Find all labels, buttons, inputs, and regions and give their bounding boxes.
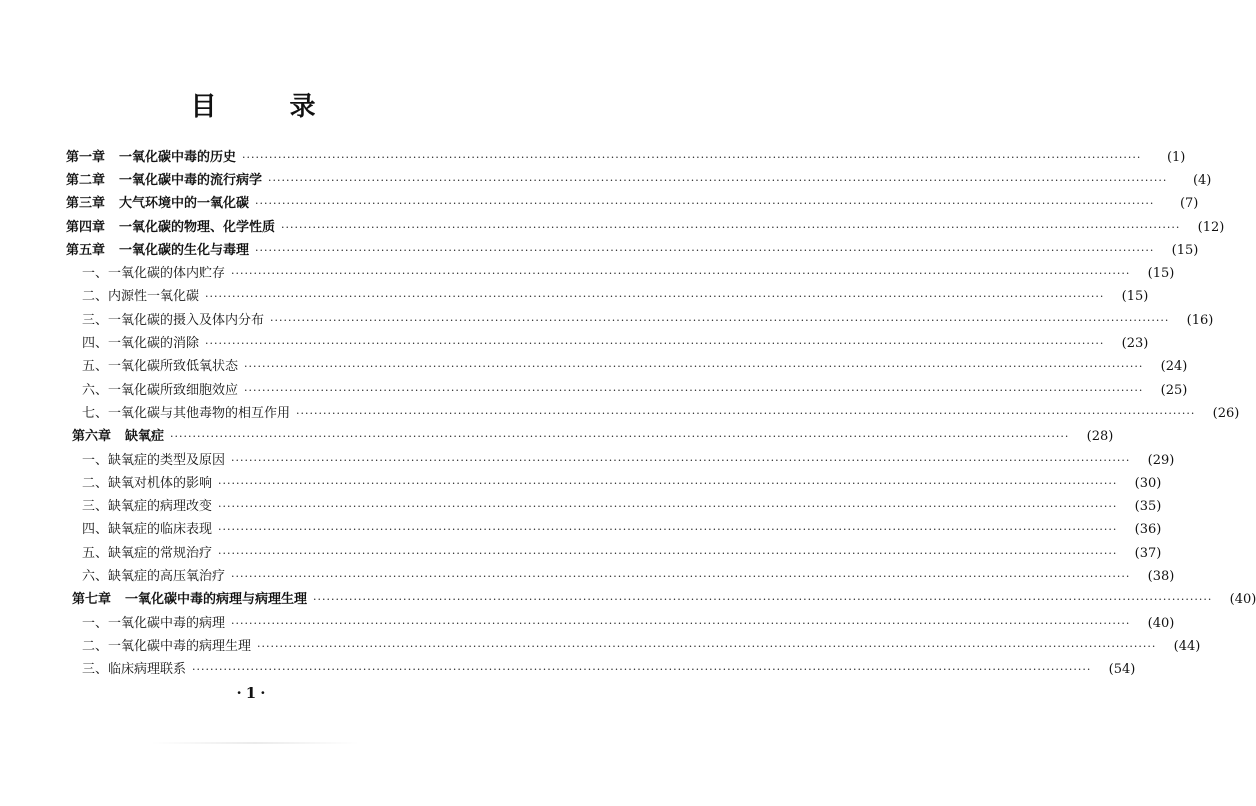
toc-entry-title: 缺氧对机体的影响 — [108, 475, 213, 491]
toc-section-entry[interactable] — [0, 495, 1162, 518]
toc-entry-title: 一氧化碳与其他毒物的相互作用 — [108, 405, 291, 421]
toc-entry-page: (7) — [1179, 196, 1199, 212]
toc-chapter-entry[interactable] — [0, 169, 1212, 192]
toc-dot-leader: ········································································································································································································ — [231, 569, 1131, 583]
toc-chapter-entry[interactable] — [0, 426, 1114, 449]
toc-dot-leader: ········································································································································································································ — [231, 616, 1131, 630]
toc-section-entry[interactable] — [0, 635, 1201, 658]
toc-entry-page: (38) — [1147, 568, 1175, 584]
toc-entry-number: 四、 — [82, 336, 109, 352]
toc-entry-number: 第三章 — [66, 196, 106, 212]
toc-dot-leader: ········································································································································································································ — [296, 406, 1196, 420]
toc-chapter-entry[interactable] — [0, 193, 1199, 216]
toc-entry-page: (40) — [1147, 615, 1175, 631]
toc-entry-page: (37) — [1134, 545, 1162, 561]
toc-entry-page: (30) — [1134, 475, 1162, 491]
toc-entry-title: 一氧化碳的摄入及体内分布 — [108, 312, 265, 328]
toc-section-entry[interactable] — [0, 356, 1188, 379]
toc-entry-title: 大气环境中的一氧化碳 — [119, 196, 250, 212]
toc-dot-leader: ········································································································································································································ — [255, 197, 1155, 211]
scan-smudge — [150, 742, 360, 744]
toc-section-entry[interactable] — [0, 519, 1162, 542]
toc-chapter-entry[interactable] — [0, 146, 1186, 169]
toc-entry-title: 一氧化碳的体内贮存 — [108, 266, 226, 282]
toc-entry-page: (1) — [1166, 149, 1186, 165]
toc-entry-title: 缺氧症的病理改变 — [108, 499, 213, 515]
toc-entry-title: 缺氧症 — [125, 429, 165, 445]
toc-entry-title: 缺氧症的常规治疗 — [108, 545, 213, 561]
toc-section-entry[interactable] — [0, 379, 1188, 402]
toc-entry-title: 一氧化碳的生化与毒理 — [119, 242, 250, 258]
toc-dot-leader: ········································································································································································································ — [255, 243, 1155, 257]
toc-entry-number: 第一章 — [66, 149, 106, 165]
toc-entry-number: 六、 — [82, 382, 109, 398]
toc-entry-page: (16) — [1186, 312, 1214, 328]
toc-entry-title: 缺氧症的临床表现 — [108, 522, 213, 538]
toc-entry-page: (36) — [1134, 522, 1162, 538]
toc-entry-title: 临床病理联系 — [108, 662, 187, 678]
toc-entry-title: 一氧化碳所致低氧状态 — [108, 359, 239, 375]
toc-entry-page: (15) — [1121, 289, 1149, 305]
toc-dot-leader: ········································································································································································································ — [257, 639, 1157, 653]
toc-entry-number: 第二章 — [66, 172, 106, 188]
toc-section-entry[interactable] — [0, 286, 1149, 309]
toc-section-entry[interactable] — [0, 659, 1136, 682]
toc-entry-number: 六、 — [82, 568, 109, 584]
toc-entry-title: 一氧化碳的消除 — [108, 336, 200, 352]
toc-entry-page: (54) — [1108, 662, 1136, 678]
toc-dot-leader: ········································································································································································································ — [313, 593, 1213, 607]
toc-entry-number: 第四章 — [66, 219, 106, 235]
toc-entry-title: 一氧化碳的物理、化学性质 — [119, 219, 276, 235]
toc-dot-leader: ········································································································································································································ — [218, 500, 1118, 514]
toc-section-entry[interactable] — [0, 565, 1175, 588]
toc-entry-title: 一氧化碳所致细胞效应 — [108, 382, 239, 398]
toc-entry-number: 第五章 — [66, 242, 106, 258]
toc-entry-number: 三、 — [82, 312, 109, 328]
toc-entry-number: 二、 — [82, 289, 109, 305]
toc-section-entry[interactable] — [0, 472, 1162, 495]
toc-entry-number: 四、 — [82, 522, 109, 538]
toc-entry-number: 三、 — [82, 499, 109, 515]
toc-entry-number: 一、 — [82, 452, 109, 468]
toc-entry-number: 第七章 — [72, 592, 112, 608]
toc-chapter-entry[interactable] — [0, 239, 1199, 262]
toc-entry-page: (44) — [1173, 638, 1201, 654]
toc-section-entry[interactable] — [0, 332, 1149, 355]
toc-entry-number: 三、 — [82, 662, 109, 678]
toc-entry-title: 缺氧症的类型及原因 — [108, 452, 226, 468]
toc-section-entry[interactable] — [0, 309, 1214, 332]
toc-entry-page: (12) — [1197, 219, 1225, 235]
toc-entry-page: (25) — [1160, 382, 1188, 398]
toc-dot-leader: ········································································································································································································ — [244, 383, 1144, 397]
toc-dot-leader: ········································································································································································································ — [205, 337, 1105, 351]
toc-entry-title: 一氧化碳中毒的病理 — [108, 615, 226, 631]
toc-entry-title: 内源性一氧化碳 — [108, 289, 200, 305]
toc-dot-leader: ········································································································································································································ — [218, 476, 1118, 490]
toc-dot-leader: ········································································································································································································ — [281, 220, 1181, 234]
toc-entry-number: 第六章 — [72, 429, 112, 445]
toc-dot-leader: ········································································································································································································ — [170, 430, 1070, 444]
toc-entry-number: 一、 — [82, 266, 109, 282]
toc-section-entry[interactable] — [0, 542, 1162, 565]
toc-entry-page: (24) — [1160, 359, 1188, 375]
toc-entry-number: 七、 — [82, 405, 109, 421]
toc-section-entry[interactable] — [0, 262, 1175, 285]
toc-section-entry[interactable] — [0, 449, 1175, 472]
toc-dot-leader: ········································································································································································································ — [218, 546, 1118, 560]
toc-entry-page: (4) — [1192, 172, 1212, 188]
toc-entry-number: 一、 — [82, 615, 109, 631]
toc-entry-page: (15) — [1171, 242, 1199, 258]
toc-dot-leader: ········································································································································································································ — [218, 523, 1118, 537]
page-number: ·1· — [236, 684, 270, 702]
toc-dot-leader: ········································································································································································································ — [270, 313, 1170, 327]
toc-chapter-entry[interactable] — [0, 589, 1256, 612]
toc-entry-number: 五、 — [82, 359, 109, 375]
toc-dot-leader: ········································································································································································································ — [231, 267, 1131, 281]
toc-dot-leader: ········································································································································································································ — [268, 173, 1168, 187]
toc-entry-page: (15) — [1147, 266, 1175, 282]
toc-entry-page: (40) — [1229, 592, 1256, 608]
toc-entry-number: 二、 — [82, 638, 109, 654]
toc-dot-leader: ········································································································································································································ — [242, 150, 1142, 164]
toc-chapter-entry[interactable] — [0, 216, 1225, 239]
toc-dot-leader: ········································································································································································································ — [244, 360, 1144, 374]
toc-dot-leader: ········································································································································································································ — [205, 290, 1105, 304]
toc-entry-title: 一氧化碳中毒的病理生理 — [108, 638, 252, 654]
toc-entry-page: (23) — [1121, 336, 1149, 352]
toc-section-entry[interactable] — [0, 612, 1175, 635]
page-title: 目 录 — [190, 92, 348, 122]
toc-section-entry[interactable] — [0, 402, 1240, 425]
toc-entry-title: 缺氧症的高压氧治疗 — [108, 568, 226, 584]
toc-entry-title: 一氧化碳中毒的历史 — [119, 149, 237, 165]
toc-entry-title: 一氧化碳中毒的流行病学 — [119, 172, 263, 188]
toc-dot-leader: ········································································································································································································ — [192, 663, 1092, 677]
toc-entry-number: 二、 — [82, 475, 109, 491]
toc-entry-page: (26) — [1212, 405, 1240, 421]
toc-entry-page: (35) — [1134, 499, 1162, 515]
toc-dot-leader: ········································································································································································································ — [231, 453, 1131, 467]
toc-entry-number: 五、 — [82, 545, 109, 561]
toc-entry-page: (28) — [1086, 429, 1114, 445]
toc-entry-title: 一氧化碳中毒的病理与病理生理 — [125, 592, 308, 608]
toc-entry-page: (29) — [1147, 452, 1175, 468]
table-of-contents — [0, 146, 1256, 682]
